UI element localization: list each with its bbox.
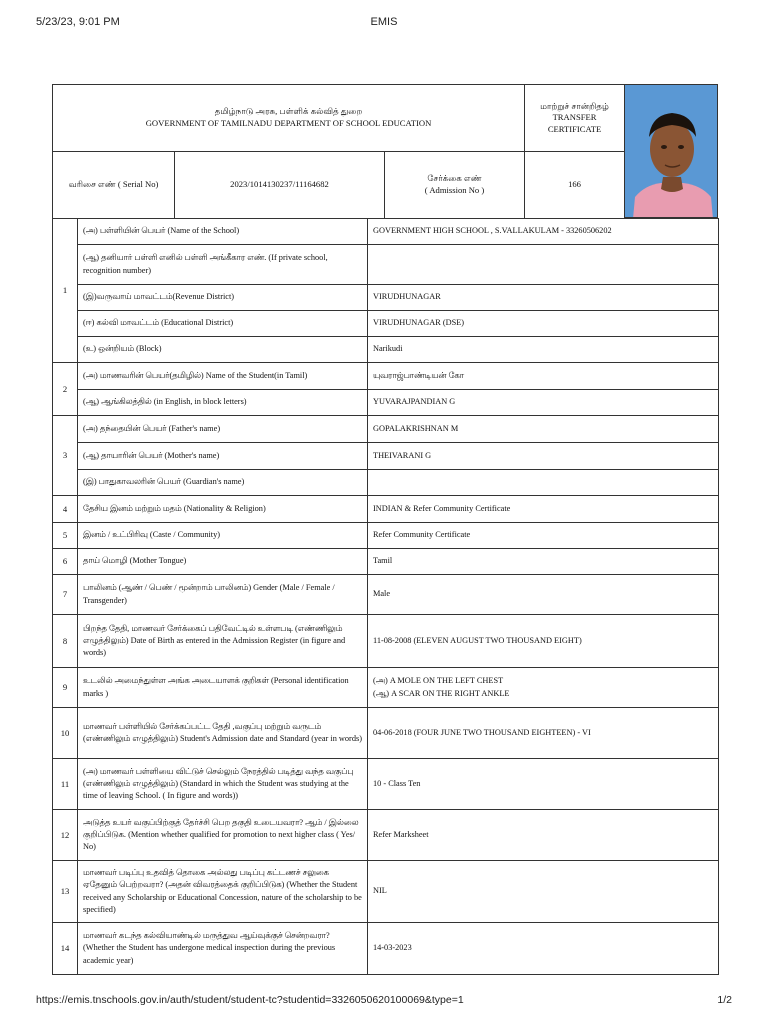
field-value: Refer Community Certificate: [368, 523, 719, 549]
tc-title-tamil: மாற்றுச் சான்றிதழ்: [540, 100, 609, 111]
row-number: 2: [53, 363, 78, 416]
field-value: VIRUDHUNAGAR: [368, 285, 719, 311]
admission-label-cell: [385, 152, 525, 219]
admission-label-english: ( Admission No ): [424, 185, 485, 195]
tc-title-english: TRANSFER CERTIFICATE: [547, 112, 602, 134]
field-value: Refer Marksheet: [368, 810, 719, 861]
row-number: 10: [53, 708, 78, 759]
field-value: Tamil: [368, 549, 719, 575]
field-value: யுவராஜ்பாண்டியன் கோ: [368, 363, 719, 390]
field-label: மாணவர் பள்ளியில் சேர்க்கப்பட்ட தேதி ,வகுப்பு மற்றும் வருடம் (எண்ணிலும் எழுத்திலும்) Student's Admission date and Standard (year in words): [78, 708, 368, 759]
row-number: 7: [53, 575, 78, 615]
field-label: மாணவர் படிப்பு உதவித் தொகை அல்லது படிப்பு கட்டணச் சலுகை ஏதேனும் பெற்றவரா? (அதன் விவரத்தைக் குறிப்பிடுக) (Whether the Student received any Scholarship or Educational Concession, nature of the scholarship to be specified): [78, 861, 368, 923]
field-label: அடுத்த உயர் வகுப்பிற்குத் தேர்ச்சி பெற தகுதி உடையவரா? ஆம் / இல்லை குறிப்பிடுக. (Mention whether qualified for promotion to next higher class ( Yes/ No): [78, 810, 368, 861]
identification-mark-1: (அ) A MOLE ON THE LEFT CHEST: [373, 676, 504, 686]
field-label: (இ)வருவாய் மாவட்டம்(Revenue District): [78, 285, 368, 311]
admission-value: 166: [525, 152, 625, 219]
print-datetime: 5/23/23, 9:01 PM: [36, 16, 120, 28]
field-value: 14-03-2023: [368, 923, 719, 975]
department-english: GOVERNMENT OF TAMILNADU DEPARTMENT OF SCHOOL EDUCATION: [145, 118, 432, 128]
field-label: (இ) பாதுகாவலரின் பெயர் (Guardian's name): [78, 470, 368, 496]
field-label: மாணவர் கடந்த கல்வியாண்டில் மருத்துவ ஆய்வுக்குச் சென்றவரா? (Whether the Student has undergone medical inspection during the previous academic year): [78, 923, 368, 975]
field-value: NIL: [368, 861, 719, 923]
field-label: (ஈ) கல்வி மாவட்டம் (Educational District): [78, 311, 368, 337]
certificate-header: [52, 84, 624, 218]
row-number: 4: [53, 496, 78, 523]
field-label: இனம் / உட்பிரிவு (Caste / Community): [78, 523, 368, 549]
print-page-number: 1/2: [717, 994, 732, 1006]
row-number: 11: [53, 759, 78, 810]
field-value: [368, 245, 719, 285]
field-label: (உ) ஒன்றியம் (Block): [78, 337, 368, 363]
field-value: [368, 470, 719, 496]
student-portrait-icon: [625, 85, 718, 218]
field-value: Male: [368, 575, 719, 615]
field-value: 10 - Class Ten: [368, 759, 719, 810]
field-value: INDIAN & Refer Community Certificate: [368, 496, 719, 523]
field-value: 11-08-2008 (ELEVEN AUGUST TWO THOUSAND EIGHT): [368, 615, 719, 668]
field-value: Narikudi: [368, 337, 719, 363]
details-table: [52, 218, 718, 975]
field-value: 04-06-2018 (FOUR JUNE TWO THOUSAND EIGHTEEN) - VI: [368, 708, 719, 759]
row-number: 5: [53, 523, 78, 549]
field-label: தாய் மொழி (Mother Tongue): [78, 549, 368, 575]
field-value: GOPALAKRISHNAN M: [368, 416, 719, 443]
row-number: 1: [53, 219, 78, 363]
row-number: 12: [53, 810, 78, 861]
field-label: (ஆ) தனியார் பள்ளி எனில் பள்ளி அங்கீகார எண். (If private school, recognition number): [78, 245, 368, 285]
row-number: 8: [53, 615, 78, 668]
field-label: (அ) மாணவர் பள்ளியை விட்டுச் செல்லும் நேரத்தில் படித்து வந்த வகுப்பு (எண்ணிலும் எழுத்திலும்) (Standard in which the Student was studying at the time of leaving School. ( In figure and words)): [78, 759, 368, 810]
field-label: (அ) பள்ளியின் பெயர் (Name of the School): [78, 219, 368, 245]
field-label: தேசிய இனம் மற்றும் மதம் (Nationality & Religion): [78, 496, 368, 523]
serial-label: வரிசை எண் ( Serial No): [53, 152, 175, 219]
tc-title-cell: [525, 85, 625, 152]
field-value-multiline: [368, 668, 719, 708]
field-label: (ஆ) தாயாரின் பெயர் (Mother's name): [78, 443, 368, 470]
print-page-title: EMIS: [370, 16, 398, 28]
department-tamil: தமிழ்நாடு அரசு, பள்ளிக் கல்வித் துறை: [214, 106, 363, 117]
print-url: https://emis.tnschools.gov.in/auth/student/student-tc?studentid=3326050620100069&type=1: [36, 994, 464, 1006]
field-label: உடலில் அமைந்துள்ள அங்க அடையாளக் குறிகள் (Personal identification marks ): [78, 668, 368, 708]
row-number: 9: [53, 668, 78, 708]
serial-value: 2023/1014130237/11164682: [175, 152, 385, 219]
field-value: THEIVARANI G: [368, 443, 719, 470]
field-value: VIRUDHUNAGAR (DSE): [368, 311, 719, 337]
student-photo: [624, 84, 718, 218]
field-label: பாலினம் (ஆண் / பெண் / மூன்றாம் பாலினம்) Gender (Male / Female / Transgender): [78, 575, 368, 615]
field-label: (ஆ) ஆங்கிலத்தில் (in English, in block letters): [78, 390, 368, 416]
row-number: 14: [53, 923, 78, 975]
field-value: YUVARAJPANDIAN G: [368, 390, 719, 416]
admission-label-tamil: சேர்க்கை எண்: [427, 173, 482, 184]
identification-mark-2: (ஆ) A SCAR ON THE RIGHT ANKLE: [373, 688, 510, 698]
row-number: 3: [53, 416, 78, 496]
department-cell: [53, 85, 525, 152]
row-number: 6: [53, 549, 78, 575]
field-label: பிறந்த தேதி, மாணவர் சேர்க்கைப் பதிவேட்டில் உள்ளபடி (எண்ணிலும் எழுத்திலும்) Date of Birth as entered in the Admission Register (in figure and words): [78, 615, 368, 668]
field-label: (அ) தந்தையின் பெயர் (Father's name): [78, 416, 368, 443]
field-label: (அ) மாணவரின் பெயர்(தமிழில்) Name of the Student(in Tamil): [78, 363, 368, 390]
row-number: 13: [53, 861, 78, 923]
field-value: GOVERNMENT HIGH SCHOOL , S.VALLAKULAM - 33260506202: [368, 219, 719, 245]
